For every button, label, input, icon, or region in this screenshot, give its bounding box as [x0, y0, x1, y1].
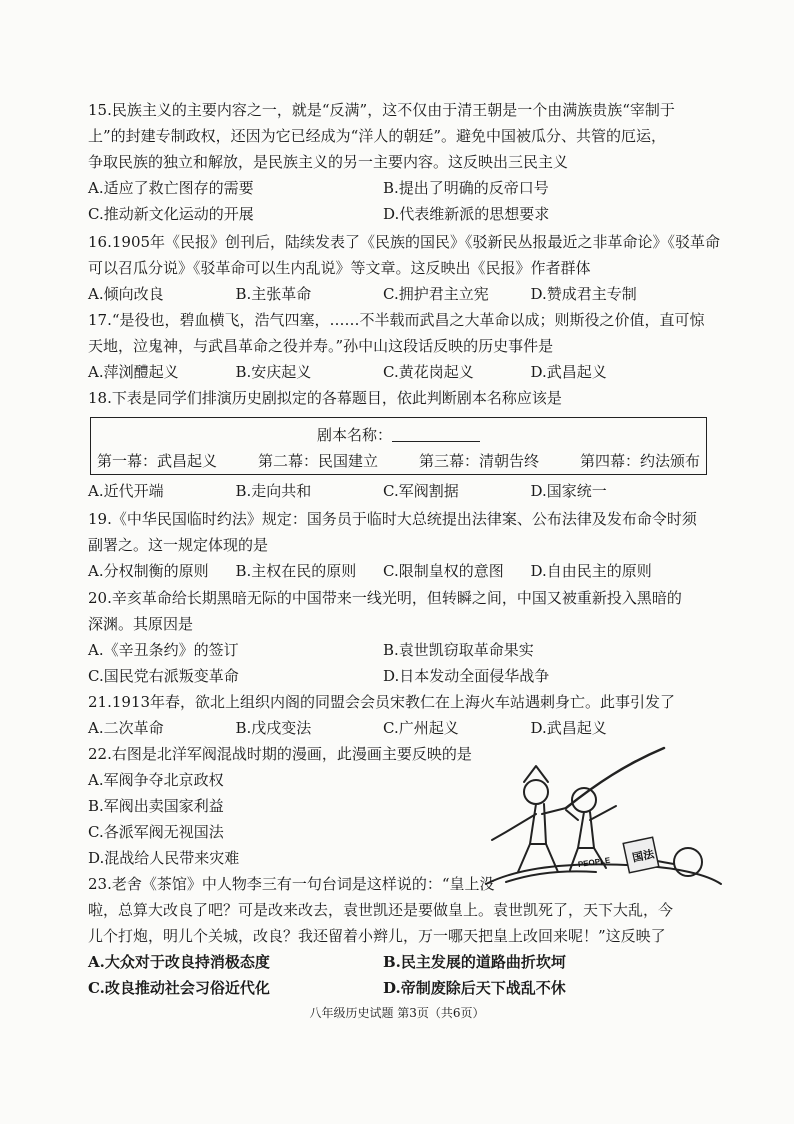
option-b: B.提出了明确的反帝口号: [383, 179, 549, 197]
question-16: [88, 229, 721, 307]
act-3: 第三幕：清朝告终: [418, 452, 539, 470]
option-c: C.国民党右派叛变革命: [88, 667, 239, 685]
question-21: [88, 689, 678, 741]
question-15: [88, 97, 678, 227]
page-footer: 八年级历史试题 第3页（共6页）: [309, 1006, 485, 1020]
question-18: [88, 385, 678, 411]
question-text-line: 17.“是役也，碧血横飞，浩气四塞，……不半载而武昌之大革命以成；则斯役之价值，直可惊: [88, 311, 705, 329]
option-d: D.自由民主的原则: [530, 562, 652, 580]
question-22: [88, 741, 472, 871]
question-text-line: 上”的封建专制政权，还因为它已经成为“洋人的朝廷”。避免中国被瓜分、共管的厄运，: [88, 127, 667, 145]
script-title-label: 剧本名称：: [316, 426, 392, 444]
options: [88, 478, 678, 504]
acts-row: [97, 448, 700, 474]
option-c: C.黄花岗起义: [383, 363, 474, 381]
question-text-line: 啦，总算大改良了吧？可是改来改去，袁世凯还是要做皇上。袁世凯死了，天下大乱，今: [88, 901, 674, 919]
act-4: 第四幕：约法颁布: [579, 452, 700, 470]
option-b: B.民主发展的道路曲折坎坷: [383, 953, 566, 971]
question-19: [88, 506, 697, 584]
question-17: [88, 307, 705, 385]
cartoon-law-label: 国法: [631, 848, 656, 865]
option-a: A.近代开端: [88, 482, 164, 500]
question-text-line: 16.1905年《民报》创刊后，陆续发表了《民族的国民》《驳新民丛报最近之非革命论》《驳革命: [88, 233, 721, 251]
question-text-line: 20.辛亥革命给长期黑暗无际的中国带来一线光明，但转瞬之间，中国又被重新投入黑暗的: [88, 589, 682, 607]
act-1: 第一幕：武昌起义: [97, 452, 218, 470]
option-b: B.军阀出卖国家利益: [88, 797, 224, 815]
option-c: C.推动新文化运动的开展: [88, 205, 254, 223]
options: [88, 558, 678, 584]
options: [88, 949, 678, 1001]
options: [88, 715, 678, 741]
option-b: B.主权在民的原则: [235, 562, 357, 580]
act-2: 第二幕：民国建立: [257, 452, 378, 470]
option-c: C.军阀割据: [383, 482, 459, 500]
question-text-line: 23.老舍《茶馆》中人物李三有一句台词是这样说的：“皇上没: [88, 875, 495, 893]
option-c: C.拥护君主立宪: [383, 285, 489, 303]
question-23: [88, 871, 678, 1001]
option-c: C.广州起义: [383, 719, 459, 737]
option-c: C.各派军阀无视国法: [88, 823, 224, 841]
option-b: B.安庆起义: [235, 363, 312, 381]
options: [88, 637, 678, 689]
script-title-table: [90, 417, 707, 475]
question-text-line: 天地，泣鬼神，与武昌革命之役并寿。”孙中山这段话反映的历史事件是: [88, 337, 554, 355]
question-text-line: 儿个打炮，明儿个关城，改良？我还留着小辫儿，万一哪天把皇上改回来呢！”这反映了: [88, 927, 666, 945]
option-b: B.袁世凯窃取革命果实: [383, 641, 534, 659]
option-a: A.军阀争夺北京政权: [88, 771, 224, 789]
question-text-line: 19.《中华民国临时约法》规定：国务员于临时大总统提出法律案、公布法律及发布命令时须: [88, 510, 697, 528]
option-a: A.倾向改良: [88, 285, 164, 303]
option-d: D.国家统一: [530, 482, 607, 500]
option-d: D.日本发动全面侵华战争: [383, 667, 550, 685]
question-20: [88, 585, 682, 689]
option-d: D.代表维新派的思想要求: [383, 205, 550, 223]
option-c: C.限制皇权的意图: [383, 562, 504, 580]
answer-blank: [392, 425, 480, 442]
question-text-line: 争取民族的独立和解放，是民族主义的另一主要内容。这反映出三民主义: [88, 153, 569, 171]
option-a: A.二次革命: [88, 719, 164, 737]
script-title-row: [91, 422, 706, 448]
option-a: A.《辛丑条约》的签订: [88, 641, 239, 659]
cartoon-people-label: PEOPLE: [577, 855, 611, 870]
option-b: B.走向共和: [235, 482, 312, 500]
option-d: D.赞成君主专制: [530, 285, 637, 303]
option-c: C.改良推动社会习俗近代化: [88, 979, 270, 997]
option-b: B.戊戌变法: [235, 719, 312, 737]
options: [88, 359, 678, 385]
option-d: D.混战给人民带来灾难: [88, 849, 240, 867]
options: [88, 175, 678, 227]
question-text-line: 21.1913年春，欲北上组织内阁的同盟会会员宋教仁在上海火车站遇刺身亡。此事引发了: [88, 693, 676, 711]
question-18-options: [88, 478, 678, 504]
options: [88, 281, 678, 307]
question-text-line: 15.民族主义的主要内容之一，就是“反满”，这不仅由于清王朝是一个由满族贵族“宰制于: [88, 101, 675, 119]
option-a: A.分权制衡的原则: [88, 562, 209, 580]
question-text-line: 可以召瓜分说》《驳革命可以生内乱说》等文章。这反映出《民报》作者群体: [88, 259, 591, 277]
options: [88, 767, 468, 871]
option-d: D.武昌起义: [530, 363, 607, 381]
option-b: B.主张革命: [235, 285, 312, 303]
question-text-line: 18.下表是同学们排演历史剧拟定的各幕题目，依此判断剧本名称应该是: [88, 389, 562, 407]
option-a: A.适应了救亡图存的需要: [88, 179, 254, 197]
question-text-line: 22.右图是北洋军阀混战时期的漫画，此漫画主要反映的是: [88, 745, 472, 763]
option-d: D.帝制废除后天下战乱不休: [383, 979, 566, 997]
question-text-line: 副署之。这一规定体现的是: [88, 536, 269, 554]
option-d: D.武昌起义: [530, 719, 607, 737]
option-a: A.大众对于改良持消极态度: [88, 953, 270, 971]
question-text-line: 深渊。其原因是: [88, 615, 194, 633]
option-a: A.萍浏醴起义: [88, 363, 179, 381]
